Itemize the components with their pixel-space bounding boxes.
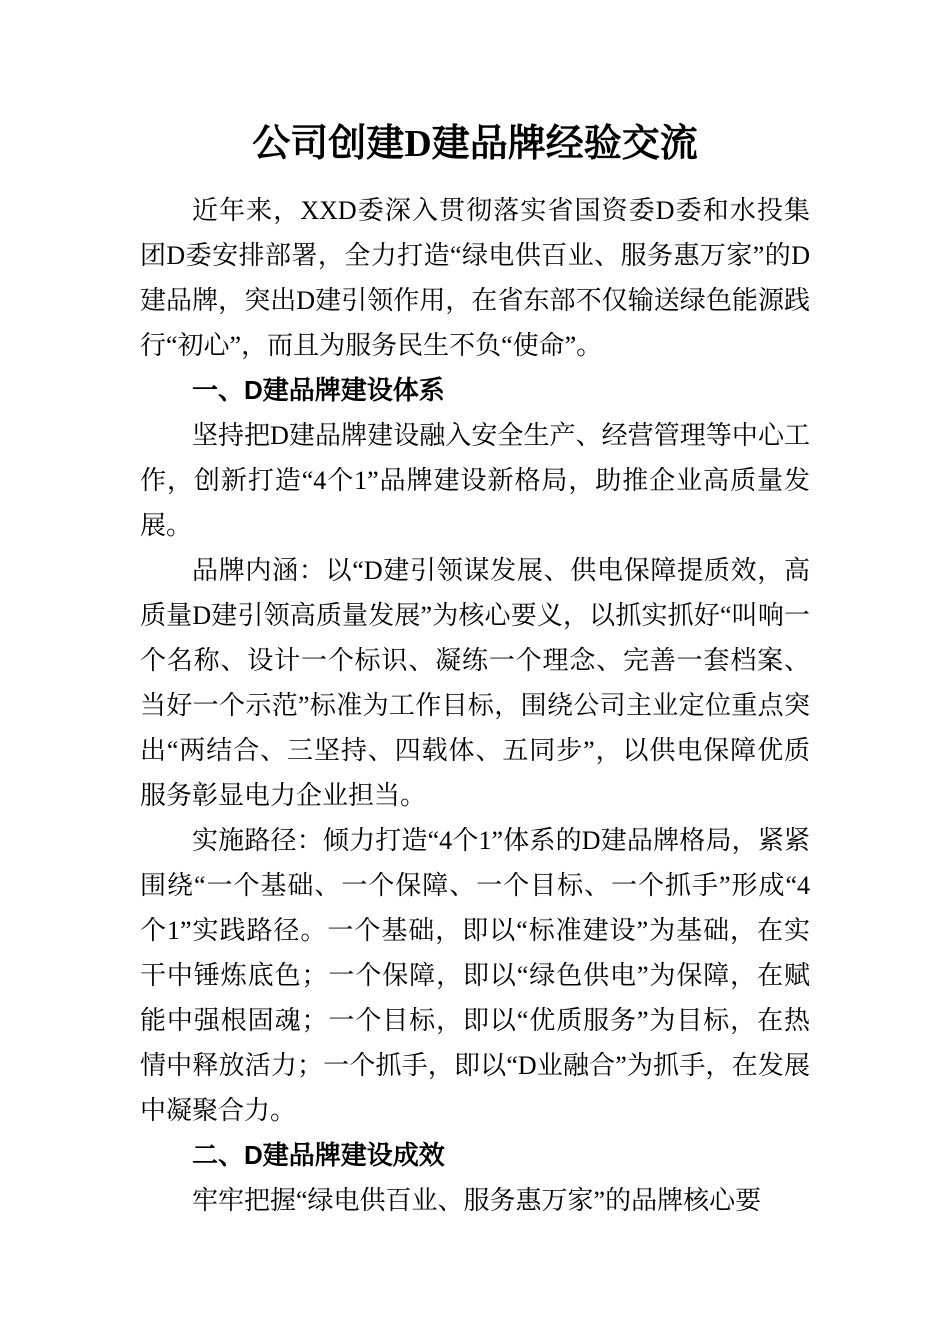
section-heading-2: 二、D建品牌建设成效 <box>192 1140 445 1170</box>
paragraph-brand-meaning: 品牌内涵：以“D建引领谋发展、供电保障提质效，高质量D建引领高质量发展”为核心要义，以抓实抓好“叫响一个名称、设计一个标识、凝练一个理念、完善一套档案、当好一个示范”标准为工作目标，围绕公司主业定位重点突出“两结合、三坚持、四载体、五同步”，以供电保障优质服务彰显电力企业担当。 <box>140 556 810 810</box>
paragraph-results-intro: 牢牢把握“绿电供百业、服务惠万家”的品牌核心要 <box>192 1186 762 1215</box>
paragraph-implementation-path: 实施路径：倾力打造“4个1”体系的D建品牌格局，紧紧围绕“一个基础、一个保障、一个目标、一个抓手”形成“4个1”实践路径。一个基础，即以“标准建设”为基础，在实干中锤炼底色；一个保障，即以“绿色供电”为保障，在赋能中强根固魂；一个目标，即以“优质服务”为目标，在热情中释放活力；一个抓手，即以“D业融合”为抓手，在发展中凝聚合力。 <box>140 826 810 1125</box>
paragraph-system-overview: 坚持把D建品牌建设融入安全生产、经营管理等中心工作，创新打造“4个1”品牌建设新格局，助推企业高质量发展。 <box>140 421 810 540</box>
document-title: 公司创建D建品牌经验交流 <box>252 123 698 165</box>
section-heading-1: 一、D建品牌建设体系 <box>192 375 445 405</box>
paragraph-intro: 近年来，XXD委深入贯彻落实省国资委D委和水投集团D委安排部署，全力打造“绿电供百业、服务惠万家”的D建品牌，突出D建引领作用，在省东部不仅输送绿色能源践行“初心”，而且为服务民生不负“使命”。 <box>140 196 810 360</box>
